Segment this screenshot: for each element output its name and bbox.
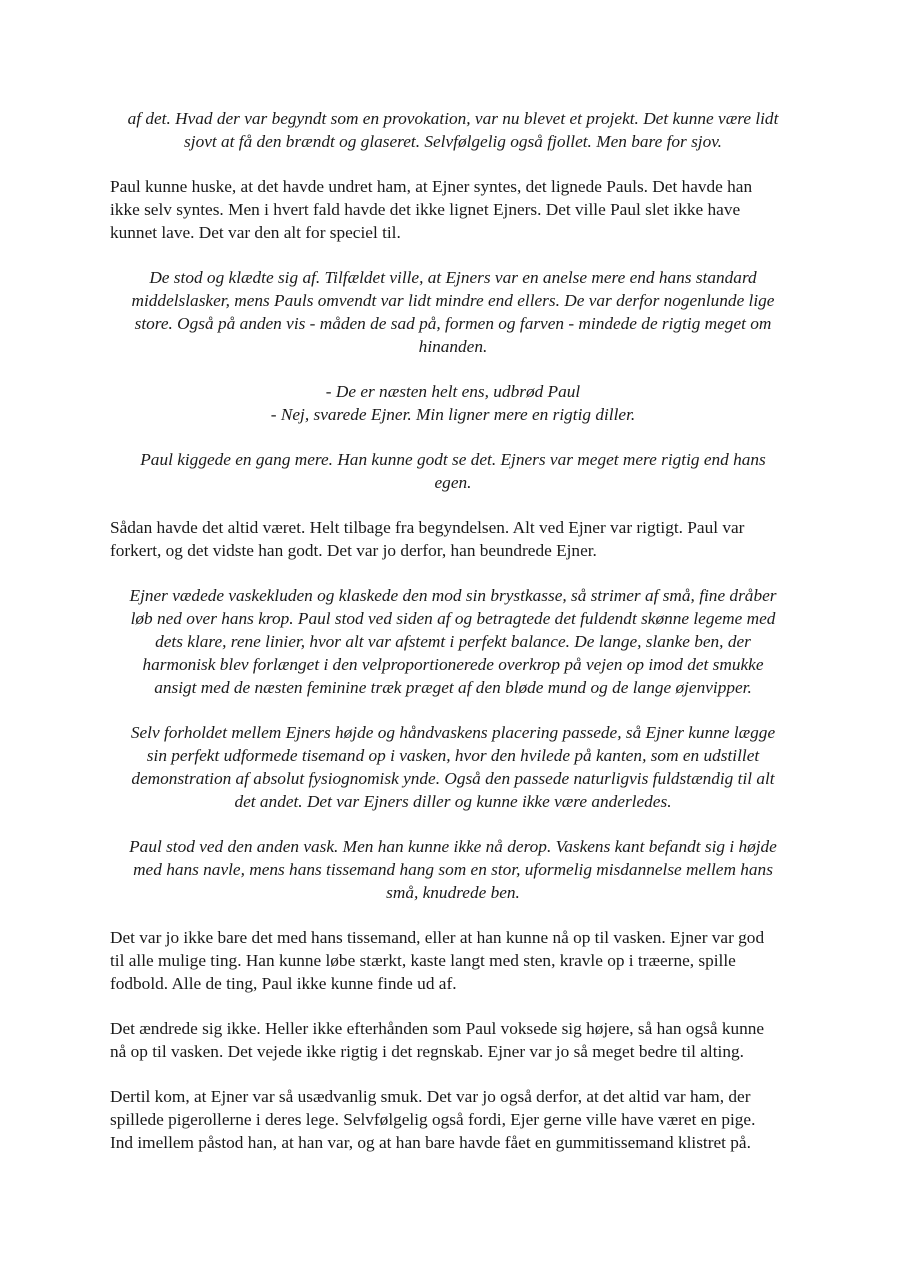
text-line: kunnet lave. Det var den alt for speciel til. <box>110 223 401 242</box>
text-line: løb ned over hans krop. Paul stod ved siden af og betragtede det fuldendt skønne legeme med <box>130 609 776 628</box>
text-line: Det ændrede sig ikke. Heller ikke efterhånden som Paul voksede sig højere, så han også kunne <box>110 1019 765 1038</box>
text-line: store. Også på anden vis - måden de sad på, formen og farven - mindede de rigtig meget om <box>134 314 772 333</box>
text-line: Dertil kom, at Ejner var så usædvanlig smuk. Det var jo også derfor, at det altid var ham, der <box>110 1087 751 1106</box>
text-line: egen. <box>434 473 472 492</box>
document-page <box>110 107 796 1176</box>
text-line: sin perfekt udformede tisemand op i vasken, hvor den hvilede på kanten, som en udstillet <box>146 746 760 765</box>
text-line: Paul kiggede en gang mere. Han kunne godt se det. Ejners var meget mere rigtig end hans <box>140 450 766 469</box>
text-line: demonstration af absolut fysiognomisk ynde. Også den passede naturligvis fuldstændig til alt <box>131 769 775 788</box>
paragraph <box>110 175 796 244</box>
text-line: De stod og klædte sig af. Tilfældet ville, at Ejners var en anelse mere end hans standard <box>149 268 757 287</box>
dialogue-paragraph <box>110 380 796 426</box>
text-line: til alle mulige ting. Han kunne løbe stærkt, kaste langt med sten, kravle op i træerne, spille <box>110 951 736 970</box>
text-line: ikke selv syntes. Men i hvert fald havde det ikke lignet Ejners. Det ville Paul slet ikke have <box>110 200 741 219</box>
dialogue-line: - De er næsten helt ens, udbrød Paul <box>325 382 581 401</box>
text-line: Ejner vædede vaskekluden og klaskede den mod sin brystkasse, så strimer af små, fine dråber <box>129 586 777 605</box>
text-line: forkert, og det vidste han godt. Det var jo derfor, han beundrede Ejner. <box>110 541 597 560</box>
text-line: middelslasker, mens Pauls omvendt var lidt mindre end ellers. De var derfor nogenlunde lige <box>131 291 775 310</box>
paragraph-italic <box>110 835 796 904</box>
text-line: hinanden. <box>418 337 488 356</box>
text-line: Paul stod ved den anden vask. Men han kunne ikke nå derop. Vaskens kant befandt sig i højde <box>129 837 777 856</box>
text-line: nå op til vasken. Det vejede ikke rigtig i det regnskab. Ejner var jo så meget bedre til alting. <box>110 1042 744 1061</box>
text-line: harmonisk blev forlænget i den velproportionerede overkrop på vejen op imod det smukke <box>142 655 764 674</box>
paragraph-italic <box>110 721 796 813</box>
text-line: sjovt at få den brændt og glaseret. Selvfølgelig også fjollet. Men bare for sjov. <box>184 132 722 151</box>
text-line: Det var jo ikke bare det med hans tissemand, eller at han kunne nå op til vasken. Ejner var god <box>110 928 765 947</box>
text-line: Ind imellem påstod han, at han var, og at han bare havde fået en gummitissemand klistret på. <box>110 1133 751 1152</box>
paragraph-italic <box>110 107 796 153</box>
paragraph-italic <box>110 448 796 494</box>
text-line: af det. Hvad der var begyndt som en provokation, var nu blevet et projekt. Det kunne være lidt <box>127 109 779 128</box>
paragraph <box>110 516 796 562</box>
paragraph-italic <box>110 266 796 358</box>
text-line: ansigt med de næsten feminine træk præget af den bløde mund og de lange øjenvipper. <box>154 678 752 697</box>
text-line: Paul kunne huske, at det havde undret ham, at Ejner syntes, det lignede Pauls. Det havde han <box>110 177 753 196</box>
text-line: Selv forholdet mellem Ejners højde og håndvaskens placering passede, så Ejner kunne lægge <box>130 723 776 742</box>
text-line: med hans navle, mens hans tissemand hang som en stor, uformelig misdannelse mellem hans <box>133 860 773 879</box>
text-line: spillede pigerollerne i deres lege. Selvfølgelig også fordi, Ejer gerne ville have været en pige. <box>110 1110 756 1129</box>
text-line: fodbold. Alle de ting, Paul ikke kunne finde ud af. <box>110 974 457 993</box>
paragraph <box>110 1085 796 1154</box>
text-line: det andet. Det var Ejners diller og kunne ikke være anderledes. <box>234 792 672 811</box>
paragraph <box>110 926 796 995</box>
paragraph-italic <box>110 584 796 699</box>
text-line: Sådan havde det altid været. Helt tilbage fra begyndelsen. Alt ved Ejner var rigtigt. Paul var <box>110 518 745 537</box>
text-line: små, knudrede ben. <box>386 883 520 902</box>
paragraph <box>110 1017 796 1063</box>
dialogue-line: - Nej, svarede Ejner. Min ligner mere en rigtig diller. <box>270 405 636 424</box>
text-line: dets klare, rene linier, hvor alt var afstemt i perfekt balance. De lange, slanke ben, der <box>155 632 751 651</box>
